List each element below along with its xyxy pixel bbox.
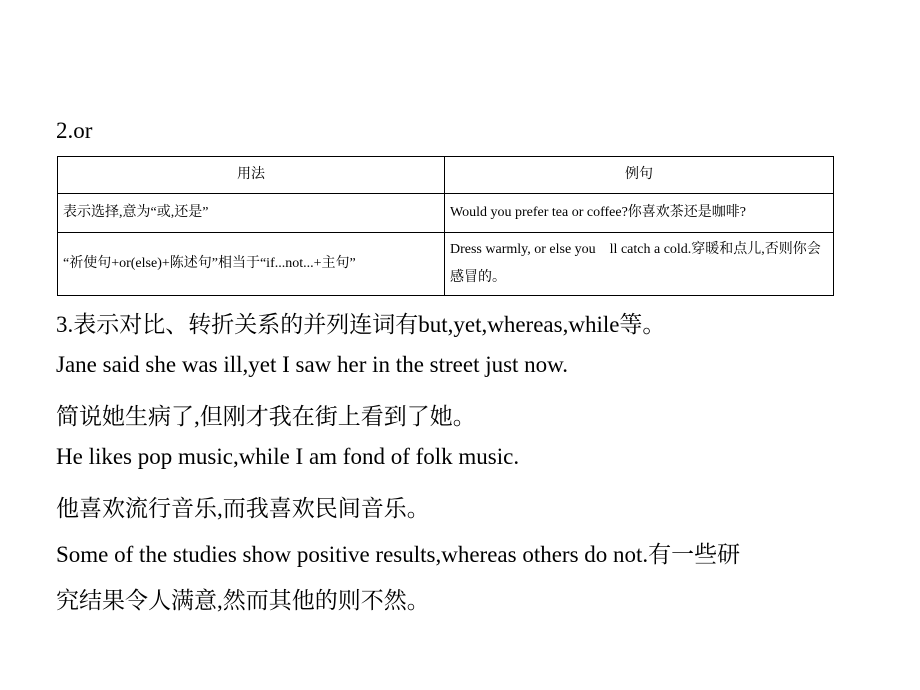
example-cell: Would you prefer tea or coffee?你喜欢茶还是咖啡? [445,194,834,233]
text-line: 3.表示对比、转折关系的并列连词有but,yet,whereas,while等。 [56,312,666,337]
table-header-row [58,157,834,194]
usage-cell: “祈使句+or(else)+陈述句”相当于“if...not...+主句” [58,233,445,296]
section-heading: 2.or [56,118,93,143]
text-line: 简说她生病了,但刚才我在街上看到了她。 [56,404,476,429]
header-usage: 用法 [58,157,445,194]
text-line: 他喜欢流行音乐,而我喜欢民间音乐。 [56,496,430,521]
example-cell: Dress warmly, or else you ll catch a cold.穿暖和点儿,否则你会感冒的。 [445,233,834,296]
text-line: 究结果令人满意,然而其他的则不然。 [56,588,430,613]
table-row [58,233,834,296]
text-line: Jane said she was ill,yet I saw her in the street just now. [56,352,569,377]
text-line: He likes pop music,while I am fond of folk music. [56,444,520,469]
usage-table [57,156,834,296]
header-example: 例句 [445,157,834,194]
text-line: Some of the studies show positive results,whereas others do not.有一些研 [56,542,741,567]
table-row [58,194,834,233]
usage-cell: 表示选择,意为“或,还是” [58,194,445,233]
